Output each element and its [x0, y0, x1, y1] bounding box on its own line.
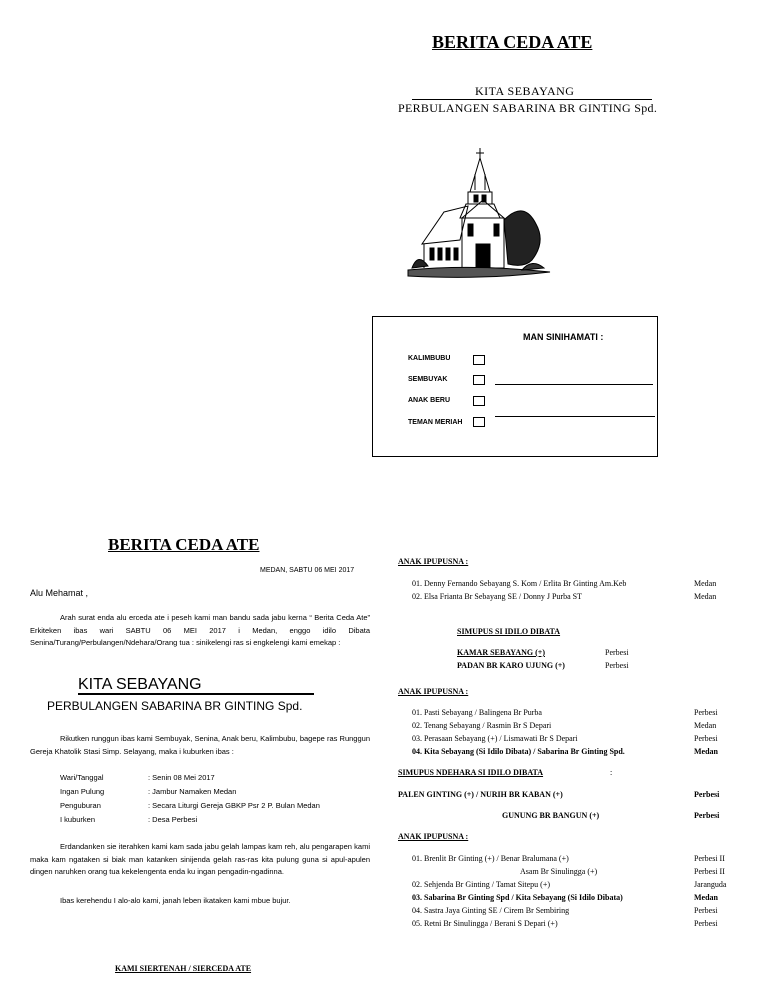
anak3-item: Asam Br Sinulingga (+): [520, 867, 598, 876]
simupus2-item: PALEN GINTING (+) / NURIH BR KABAN (+): [398, 790, 563, 799]
detail-value-wari: : Senin 08 Mei 2017: [148, 773, 215, 782]
anak3-place: Perbesi II: [694, 867, 725, 876]
label-anak-beru: ANAK BERU: [408, 397, 450, 404]
detail-label-ingan: Ingan Pulung: [60, 787, 105, 796]
detail-label-kuburken: I kuburken: [60, 815, 96, 824]
church-illustration: [404, 140, 554, 290]
anak2-place: Perbesi: [694, 734, 718, 743]
anak3-item: 05. Retni Br Sinulingga / Berani S Depari (+): [412, 919, 558, 928]
simupus2-place: Perbesi: [694, 790, 720, 799]
checkbox-sembuyak[interactable]: [473, 375, 485, 385]
detail-value-penguburan: : Secara Liturgi Gereja GBKP Psr 2 P. Bulan Medan: [148, 801, 320, 810]
box-header: MAN SINIHAMATI :: [523, 332, 604, 342]
anak3-place: Perbesi II: [694, 854, 725, 863]
label-sembuyak: SEMBUYAK: [408, 376, 448, 383]
anak3-item-highlight: 03. Sabarina Br Ginting Spd / Kita Sebayang (Si Idilo Dibata): [412, 893, 623, 902]
paragraph-4: Ibas kerehendu I alo-alo kami, janah leben ikataken kami mbue bujur.: [60, 896, 291, 905]
greeting: Alu Mehamat ,: [30, 588, 89, 598]
anak1-place: Medan: [694, 592, 717, 601]
top-kita-name: KITA SEBAYANG: [475, 84, 575, 98]
fill-line-1: [495, 384, 653, 385]
label-kalimbubu: KALIMBUBU: [408, 355, 451, 362]
anak2-place: Perbesi: [694, 708, 718, 717]
simupus2-item: GUNUNG BR BANGUN (+): [502, 811, 600, 820]
anak3-item: 04. Sastra Jaya Ginting SE / Cirem Br Sembiring: [412, 906, 570, 915]
top-divider: [412, 99, 652, 100]
detail-value-kuburken: : Desa Perbesi: [148, 815, 198, 824]
anak3-item: 02. Sehjenda Br Ginting / Tamat Sitepu (+): [412, 880, 551, 889]
anak1-place: Medan: [694, 579, 717, 588]
left-title: BERITA CEDA ATE: [108, 535, 260, 554]
anak2-place: Medan: [694, 721, 717, 730]
simupus1-place: Perbesi: [605, 661, 629, 670]
kita-underline: [78, 693, 314, 695]
anak2-title: ANAK IPUPUSNA :: [398, 687, 469, 696]
simupus1-place: Perbesi: [605, 648, 629, 657]
fill-line-2: [495, 416, 655, 417]
anak2-item: 01. Pasti Sebayang / Balingena Br Purba: [412, 708, 542, 717]
anak1-item: 02. Elsa Frianta Br Sebayang SE / Donny J Purba ST: [412, 592, 582, 601]
anak3-item: 01. Brenlit Br Ginting (+) / Benar Bralumana (+): [412, 854, 569, 863]
paragraph-2: Rikutken runggun ibas kami Sembuyak, Senina, Anak beru, Kalimbubu, bagepe ras Runggun Gereja Khatolik Stasi Simp. Selayang, maka i kuburken ibas :: [30, 734, 370, 756]
detail-label-penguburan: Penguburan: [60, 801, 101, 810]
perbulangen-name: PERBULANGEN SABARINA BR GINTING Spd.: [47, 699, 303, 713]
paragraph-3: Erdandanken sie iterahken kami kam sada jabu gelah lampas kam reh, alu pengarapen kami maka kam ngataken si biak man katanken sinijenda gelah ras-ras kita pulung guna si apul-apulen dingen naruhken orang tua kekelengenta enda ku ingan pengadin-ngadinna.: [30, 842, 370, 876]
anak2-item: 02. Tenang Sebayang / Rasmin Br S Depari: [412, 721, 552, 730]
checkbox-kalimbubu[interactable]: [473, 355, 485, 365]
anak3-place: Perbesi: [694, 906, 718, 915]
detail-value-ingan: : Jambur Namaken Medan: [148, 787, 237, 796]
recipient-box: [372, 316, 658, 457]
top-perbulangen: PERBULANGEN SABARINA BR GINTING Spd.: [398, 101, 658, 115]
anak3-place: Medan: [694, 893, 718, 902]
anak1-item: 01. Denny Fernando Sebayang S. Kom / Erlita Br Ginting Am.Keb: [412, 579, 627, 588]
detail-label-wari: Wari/Tanggal: [60, 773, 104, 782]
checkbox-teman-meriah[interactable]: [473, 417, 485, 427]
anak3-place: Jaranguda: [694, 880, 727, 889]
checkbox-anak-beru[interactable]: [473, 396, 485, 406]
anak2-item-highlight: 04. Kita Sebayang (Si Idilo Dibata) / Sabarina Br Ginting Spd.: [412, 747, 625, 756]
anak2-item: 03. Perasaan Sebayang (+) / Lismawati Br S Depari: [412, 734, 578, 743]
anak3-place: Perbesi: [694, 919, 718, 928]
footer-signature: KAMI SIERTENAH / SIERCEDA ATE: [115, 964, 252, 973]
label-teman-meriah: TEMAN MERIAH: [408, 419, 463, 426]
simupus2-colon: :: [610, 768, 613, 777]
paragraph-1: Arah surat enda alu erceda ate i peseh kami man bandu sada jabu kerna “ Berita Ceda Ate” Erkiteken ibas wari SABTU 06 MEI 2017 i Medan, enggo idilo Dibata Senina/Turang/Perbulangen/Ndehara/Orang tua : sinikelengi ras si engkelengi kami emekap :: [30, 613, 370, 647]
letter-date: MEDAN, SABTU 06 MEI 2017: [260, 567, 355, 574]
anak2-place: Medan: [694, 747, 718, 756]
simupus2-title: SIMUPUS NDEHARA SI IDILO DIBATA: [398, 768, 544, 777]
simupus1-title: SIMUPUS SI IDILO DIBATA: [457, 627, 561, 636]
kita-name: KITA SEBAYANG: [78, 676, 202, 693]
simupus1-item: KAMAR SEBAYANG (+): [457, 648, 545, 657]
simupus1-item: PADAN BR KARO UJUNG (+): [457, 661, 565, 670]
anak3-title: ANAK IPUPUSNA :: [398, 832, 469, 841]
anak1-title: ANAK IPUPUSNA :: [398, 557, 469, 566]
simupus2-place: Perbesi: [694, 811, 720, 820]
top-title: BERITA CEDA ATE: [432, 32, 593, 52]
